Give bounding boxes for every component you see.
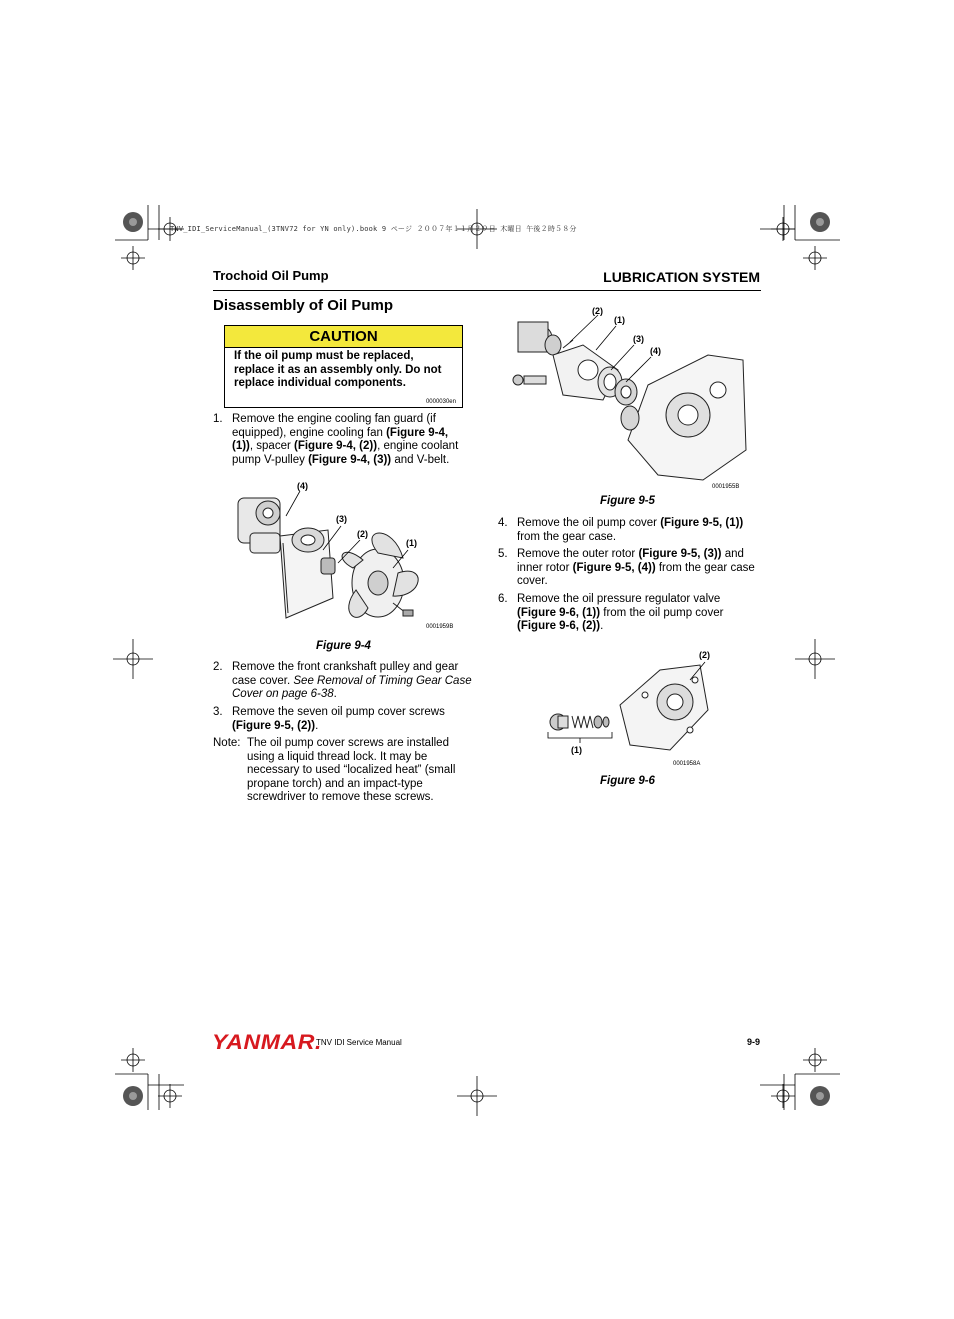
callout-1: (1) (406, 538, 417, 548)
figure-9-6-caption: Figure 9-6 (600, 775, 655, 787)
caution-text: If the oil pump must be replaced, replace it as an assembly only. Do not replace individual components. (234, 350, 442, 389)
callout-2: (2) (592, 306, 603, 316)
step-text: Remove the oil pump cover (Figure 9-5, (1)) from the gear case. (517, 517, 744, 543)
callout-3: (3) (336, 514, 347, 524)
note-label: Note: (213, 737, 241, 749)
header-rule (213, 290, 761, 291)
step-number: 4. (498, 517, 508, 529)
step-number: 1. (213, 413, 223, 425)
step-text: Remove the outer rotor (Figure 9-5, (3)) and inner rotor (Figure 9-5, (4)) from the gear case cover. (517, 548, 755, 588)
callout-2: (2) (699, 650, 710, 660)
figure-code: 0001959B (426, 624, 454, 630)
caution-code: 0000030en (425, 399, 456, 405)
note-text: The oil pump cover screws are installed using a liquid thread lock. It may be necessary to used “localized heat” (small propane torch) and an impact-type screwdriver to remove these screws. (247, 737, 456, 804)
figure-ref: (Figure 9-5, (1)) (660, 517, 744, 529)
manual-title: TNV IDI Service Manual (316, 1038, 402, 1047)
callout-3: (3) (633, 334, 644, 344)
step-number: 6. (498, 593, 508, 605)
section-title-left: Trochoid Oil Pump (213, 268, 329, 283)
figure-9-5-illustration (508, 300, 753, 490)
figure-ref: (Figure 9-5, (4)) (572, 561, 656, 574)
step-number: 2. (213, 661, 223, 673)
figure-ref: (Figure 9-4, (2)) (294, 440, 378, 453)
callout-2: (2) (357, 529, 368, 539)
figure-ref: (Figure 9-5, (2)) (232, 719, 316, 732)
figure-9-6-illustration (540, 650, 740, 760)
figure-ref: (Figure 9-6, (2)) (517, 620, 601, 633)
step-text: Remove the front crankshaft pulley and gear case cover. See Removal of Timing Gear Case Cover on page 6-38. (232, 661, 472, 701)
figure-ref: (Figure 9-4, (3)) (308, 453, 392, 466)
callout-1: (1) (614, 315, 625, 325)
callout-4: (4) (297, 481, 308, 491)
step-number: 5. (498, 548, 508, 560)
figure-9-4-illustration (228, 478, 463, 633)
callout-1: (1) (571, 745, 582, 755)
print-job-info: TNV_IDI_ServiceManual_(3TNV72 for YN only).book 9 ページ ２００７年１１月２９日 木曜日 午後２時５８分 (170, 225, 577, 233)
caution-title: CAUTION (225, 326, 462, 348)
figure-9-5-caption: Figure 9-5 (600, 495, 655, 507)
step-text: Remove the seven oil pump cover screws (Figure 9-5, (2)). (232, 706, 445, 732)
figure-code: 0001955B (712, 484, 740, 490)
figure-code: 0001958A (673, 761, 701, 767)
step-number: 3. (213, 706, 223, 718)
yanmar-logo: YANMAR. (212, 1031, 322, 1054)
step-text: Remove the oil pressure regulator valve (Figure 9-6, (1)) from the oil pump cover (Figure 9-6, (2)). (517, 593, 724, 633)
step-text: Remove the engine cooling fan guard (if equipped), engine cooling fan (Figure 9-4, (1)), spacer (Figure 9-4, (2)), engine coolant pump V-pulley (Figure 9-4, (3)) and V-belt. (232, 413, 459, 466)
figure-ref: (Figure 9-5, (3)) (638, 548, 722, 560)
callout-4: (4) (650, 346, 661, 356)
caution-box (224, 325, 463, 408)
figure-ref: (Figure 9-6, (1)) (517, 606, 601, 619)
page-title: Disassembly of Oil Pump (213, 297, 394, 314)
figure-ref: (Figure 9-4, (1)) (232, 426, 449, 453)
page-number: 9-9 (746, 1037, 760, 1047)
figure-9-4-caption: Figure 9-4 (316, 640, 371, 652)
chapter-title: LUBRICATION SYSTEM (603, 269, 760, 285)
cross-reference: See Removal of Timing Gear Case Cover on page 6-38 (232, 674, 472, 701)
